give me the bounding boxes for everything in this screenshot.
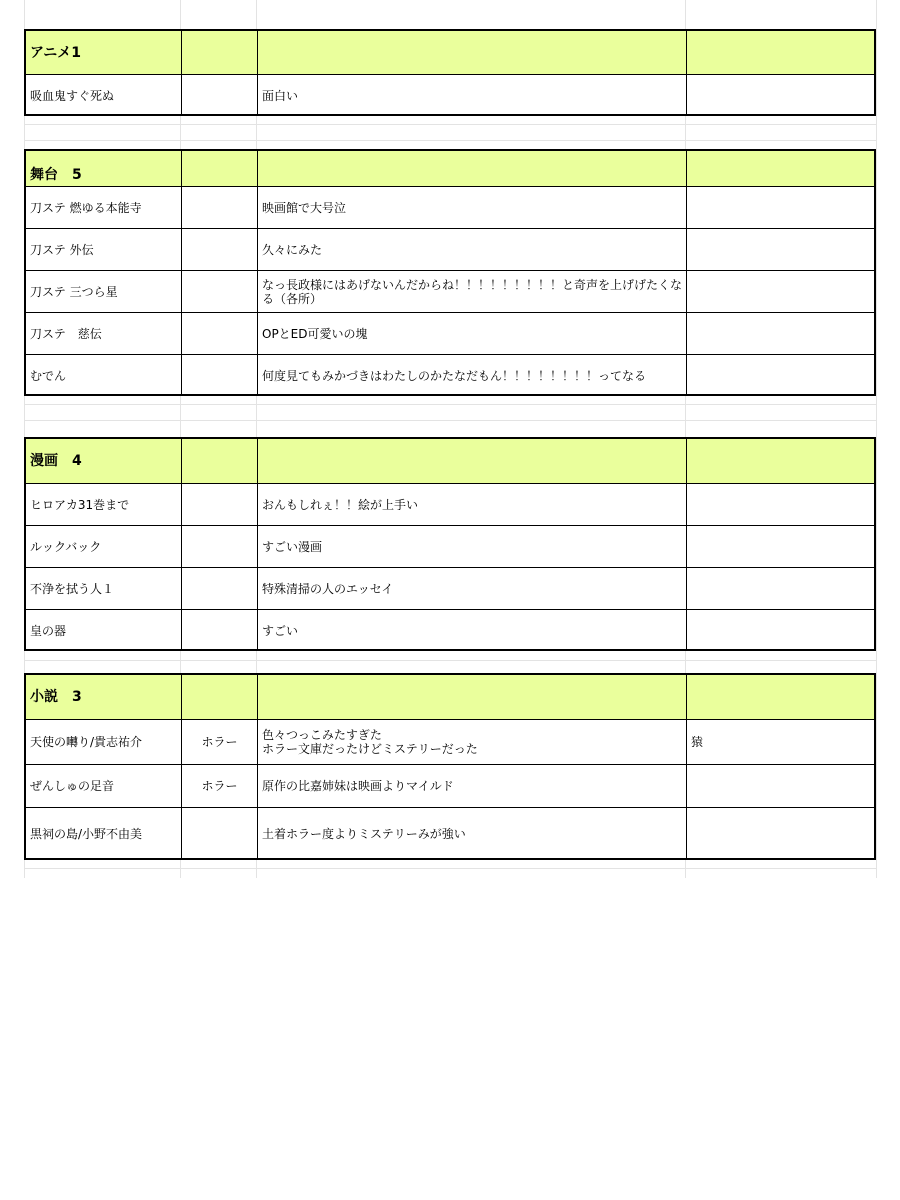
- comment-cell[interactable]: すごい漫画: [258, 526, 687, 567]
- section-header-row: [26, 439, 874, 484]
- genre-cell[interactable]: [182, 610, 258, 651]
- title-cell[interactable]: 不浄を拭う人１: [26, 568, 182, 609]
- comment-cell[interactable]: 映画館で大号泣: [258, 187, 687, 228]
- table-row: [26, 568, 874, 610]
- genre-cell[interactable]: [182, 808, 258, 860]
- table-row: [26, 229, 874, 271]
- note-cell[interactable]: [687, 187, 874, 228]
- comment-cell[interactable]: 原作の比嘉姉妹は映画よりマイルド: [258, 765, 687, 807]
- title-cell[interactable]: 黒祠の島/小野不由美: [26, 808, 182, 860]
- note-cell[interactable]: [687, 610, 874, 651]
- header-cell[interactable]: [687, 675, 874, 719]
- genre-cell[interactable]: [182, 355, 258, 396]
- title-cell[interactable]: 刀ステ 燃ゆる本能寺: [26, 187, 182, 228]
- comment-cell[interactable]: 何度見てもみかづきはわたしのかたなだもん！！！！！！！！ってなる: [258, 355, 687, 396]
- table-row: [26, 484, 874, 526]
- table-row: [26, 355, 874, 396]
- note-cell[interactable]: [687, 765, 874, 807]
- comment-cell[interactable]: 土着ホラー度よりミステリーみが強い: [258, 808, 687, 860]
- genre-cell[interactable]: [182, 229, 258, 270]
- genre-cell[interactable]: ホラー: [182, 765, 258, 807]
- comment-cell[interactable]: 面白い: [258, 75, 687, 116]
- title-cell[interactable]: 天使の囀り/貴志祐介: [26, 720, 182, 764]
- genre-cell[interactable]: [182, 313, 258, 354]
- section-header-label[interactable]: アニメ1: [26, 31, 182, 74]
- section-header-label[interactable]: 漫画 4: [26, 439, 182, 483]
- comment-cell[interactable]: OPとED可愛いの塊: [258, 313, 687, 354]
- genre-cell[interactable]: [182, 75, 258, 116]
- table-row: [26, 313, 874, 355]
- section-anime: [24, 29, 876, 116]
- section-header-label[interactable]: 小説 3: [26, 675, 182, 719]
- header-cell[interactable]: [258, 439, 687, 483]
- table-row: [26, 187, 874, 229]
- title-cell[interactable]: ぜんしゅの足音: [26, 765, 182, 807]
- header-cell[interactable]: [182, 439, 258, 483]
- header-cell[interactable]: [258, 675, 687, 719]
- header-cell[interactable]: [182, 675, 258, 719]
- genre-cell[interactable]: [182, 484, 258, 525]
- title-cell[interactable]: むでん: [26, 355, 182, 396]
- table-row: [26, 526, 874, 568]
- table-row: [26, 271, 874, 313]
- note-cell[interactable]: [687, 568, 874, 609]
- table-row: [26, 75, 874, 116]
- note-cell[interactable]: [687, 313, 874, 354]
- header-cell[interactable]: [687, 439, 874, 483]
- note-cell[interactable]: [687, 808, 874, 860]
- note-cell[interactable]: 猿: [691, 735, 704, 749]
- comment-cell[interactable]: 特殊清掃の人のエッセイ: [258, 568, 687, 609]
- note-cell[interactable]: [687, 355, 874, 396]
- table-row: [26, 808, 874, 860]
- title-cell[interactable]: 刀ステ 慈伝: [26, 313, 182, 354]
- section-manga: [24, 437, 876, 651]
- section-stage: [24, 149, 876, 396]
- header-cell[interactable]: [687, 31, 874, 74]
- genre-cell[interactable]: [182, 526, 258, 567]
- section-header-row: [26, 675, 874, 720]
- comment-cell[interactable]: 久々にみた: [258, 229, 687, 270]
- comment-cell[interactable]: 色々つっこみたすぎた ホラー文庫だったけどミステリーだった: [258, 720, 687, 764]
- header-cell[interactable]: [258, 151, 687, 186]
- comment-cell[interactable]: おんもしれぇ！！絵が上手い: [258, 484, 687, 525]
- table-row: [26, 610, 874, 651]
- header-cell[interactable]: [182, 31, 258, 74]
- note-cell[interactable]: [687, 526, 874, 567]
- comment-cell[interactable]: すごい: [258, 610, 687, 651]
- header-cell[interactable]: [687, 151, 874, 186]
- note-cell[interactable]: [687, 484, 874, 525]
- section-header-row: [26, 151, 874, 187]
- title-cell[interactable]: ルックバック: [26, 526, 182, 567]
- genre-cell[interactable]: [182, 271, 258, 312]
- genre-cell[interactable]: [182, 568, 258, 609]
- note-cell[interactable]: [687, 229, 874, 270]
- title-cell[interactable]: 吸血鬼すぐ死ぬ: [26, 75, 182, 116]
- title-cell[interactable]: 刀ステ 外伝: [26, 229, 182, 270]
- note-cell[interactable]: [687, 75, 874, 116]
- title-cell[interactable]: ヒロアカ31巻まで: [26, 484, 182, 525]
- title-cell[interactable]: 刀ステ 三つら星: [26, 271, 182, 312]
- title-cell[interactable]: 皇の器: [26, 610, 182, 651]
- section-header-label[interactable]: 舞台 5: [26, 151, 182, 186]
- genre-cell[interactable]: ホラー: [182, 720, 258, 764]
- header-cell[interactable]: [258, 31, 687, 74]
- section-novel: [24, 673, 876, 860]
- note-cell[interactable]: [687, 271, 874, 312]
- comment-cell[interactable]: なっ長政様にはあげないんだからね！！！！！！！！！と奇声を上げげたくなる（各所）: [258, 271, 687, 312]
- genre-cell[interactable]: [182, 187, 258, 228]
- section-header-row: [26, 31, 874, 75]
- header-cell[interactable]: [182, 151, 258, 186]
- table-row: [26, 720, 874, 765]
- table-row: [26, 765, 874, 808]
